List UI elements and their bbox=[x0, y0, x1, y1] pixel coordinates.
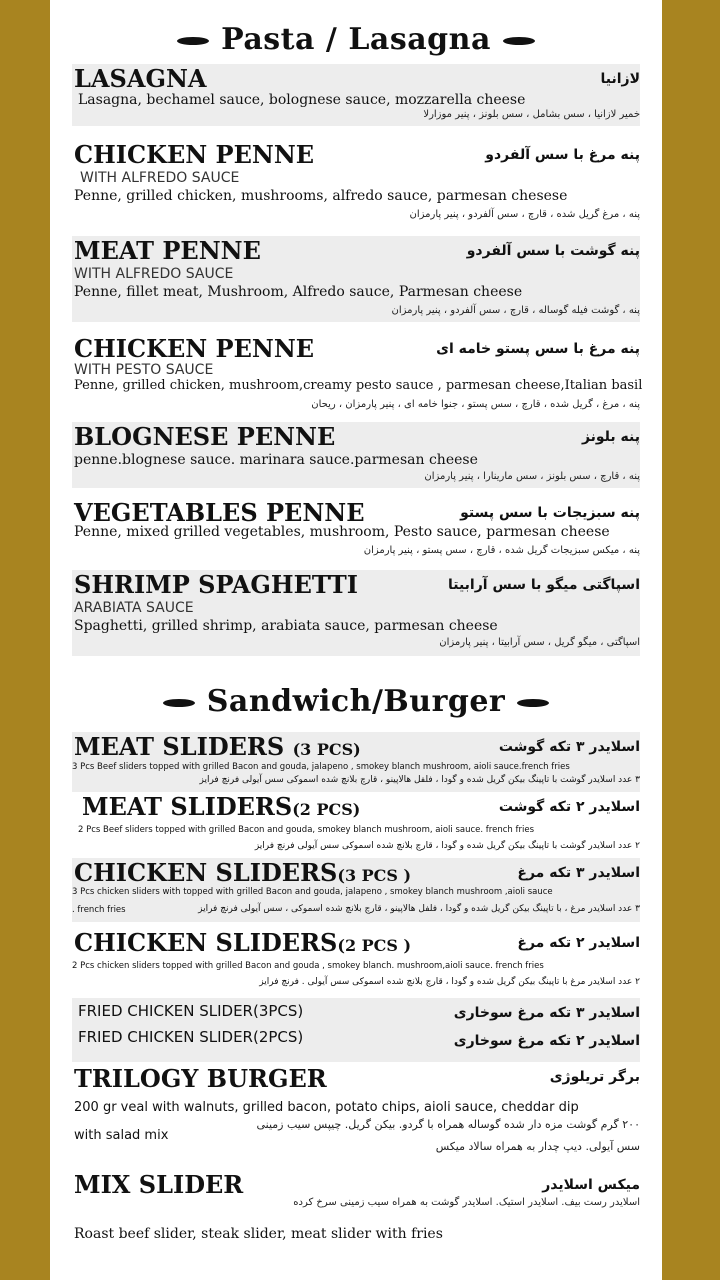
left-arrow-ornament bbox=[177, 37, 209, 45]
item-desc: Penne, grilled chicken, mushroom,creamy pesto sauce , parmesan cheese,Italian basil bbox=[74, 378, 643, 393]
item-desc-fa: پنه ، قارچ ، سس بلونز ، سس مارینارا ، پنیر پارمزان bbox=[424, 471, 640, 482]
pasta-section-title: Pasta / Lasagna bbox=[50, 22, 662, 58]
item-subtitle: WITH ALFREDO SAUCE bbox=[80, 170, 240, 186]
item-desc-fa: خمیر لازانیا ، سس بشامل ، سس بلونز ، پنیر موزارلا bbox=[423, 109, 640, 120]
item-desc: Penne, fillet meat, Mushroom, Alfredo sauce, Parmesan cheese bbox=[74, 284, 523, 300]
menu-page bbox=[50, 0, 662, 1280]
item-desc: 3 Pcs chicken sliders with topped with grilled Bacon and gouda, jalapeno , smokey blanch mushroom ,aioli sauce bbox=[72, 887, 553, 897]
item-name: CHICKEN PENNE bbox=[74, 140, 315, 169]
item-desc: Lasagna, bechamel sauce, bolognese sauce, mozzarella cheese bbox=[78, 92, 526, 108]
item-name: LASAGNA bbox=[74, 64, 207, 93]
item-name: MEAT PENNE bbox=[74, 236, 261, 265]
item-name-fa: پنه مرغ با سس آلفردو bbox=[485, 147, 640, 163]
item-desc: 200 gr veal with walnuts, grilled bacon, potato chips, aioli sauce, cheddar dip bbox=[74, 1100, 579, 1115]
item-subtitle: WITH PESTO SAUCE bbox=[74, 362, 214, 378]
item-subtitle: ARABIATA SAUCE bbox=[74, 600, 194, 616]
item-name: FRIED CHICKEN SLIDER(2PCS) bbox=[78, 1028, 304, 1046]
item-name: CHICKEN PENNE bbox=[74, 334, 315, 363]
sandwich-section-title: Sandwich/Burger bbox=[50, 684, 662, 720]
item-name-fa: اسلایدر ۳ تکه مرغ bbox=[517, 865, 640, 881]
item-name-fa: پنه گوشت با سس آلفردو bbox=[466, 243, 640, 259]
item-desc-cont: . french fries bbox=[72, 905, 126, 915]
item-desc-fa: سس آیولی. دیپ چدار به همراه سالاد میکس bbox=[435, 1140, 640, 1153]
item-name: CHICKEN SLIDERS(3 PCS ) bbox=[74, 858, 412, 887]
item-name-fa: پنه مرغ با سس پستو خامه ای bbox=[436, 341, 640, 357]
item-desc: Spaghetti, grilled shrimp, arabiata sauce, parmesan cheese bbox=[74, 618, 498, 634]
item-desc-fa: پنه ، میکس سبزیجات گریل شده ، قارچ ، سس پستو ، پنیر پارمزان bbox=[363, 545, 640, 556]
item-desc-fa: ۳ عدد اسلایدر گوشت با تاپینگ بیکن گریل شده و گودا ، فلفل هالاپینو ، قارچ بلانچ شده اسموکی سس آیولی فرنچ فرایز bbox=[199, 775, 640, 785]
item-desc-fa: ۳ عدد اسلایدر مرغ ، با تاپینگ بیکن گریل شده و گودا ، فلفل هالاپینو ، قارچ بلانچ شده اسموکی ، سس آیولی فرنچ فرایز bbox=[198, 904, 640, 914]
item-desc-fa: ۲ عدد اسلایدر گوشت با تاپینگ بیکن گریل شده و گودا ، قارچ بلانچ شده اسموکی سس آیولی فرنچ فرایز bbox=[254, 841, 640, 851]
item-name: CHICKEN SLIDERS(2 PCS ) bbox=[74, 928, 412, 957]
right-arrow-ornament bbox=[503, 37, 535, 45]
item-name: SHRIMP SPAGHETTI bbox=[74, 570, 358, 599]
item-desc: penne.blognese sauce. marinara sauce.parmesan cheese bbox=[74, 452, 478, 468]
item-name-fa: پنه سبزیجات با سس پستو bbox=[460, 505, 640, 521]
item-desc-fa: پنه ، مرغ ، گریل شده ، قارچ ، سس پستو ، جنوا خامه ای ، پنیر پارمزان ، ریحان bbox=[311, 399, 640, 410]
item-desc-fa: پنه ، گوشت فیله گوساله ، قارچ ، سس آلفردو ، پنیر پارمزان bbox=[391, 305, 640, 316]
item-name: MEAT SLIDERS(2 PCS) bbox=[82, 792, 361, 821]
item-name-fa: اسلایدر ۲ تکه مرغ سوخاری bbox=[453, 1033, 640, 1049]
item-name: BLOGNESE PENNE bbox=[74, 422, 336, 451]
item-desc-fa: اسلایدر رست بیف. اسلایدر استیک. اسلایدر گوشت به همراه سیب زمینی سرخ کرده bbox=[293, 1197, 640, 1208]
item-name-fa: برگر تریلوژی bbox=[549, 1069, 640, 1085]
item-name-fa: اسلایدر ۳ تکه گوشت bbox=[498, 739, 640, 755]
item-name-fa: اسلایدر ۲ تکه مرغ bbox=[517, 935, 640, 951]
item-name: FRIED CHICKEN SLIDER(3PCS) bbox=[78, 1002, 304, 1020]
item-name-fa: پنه بلونز bbox=[581, 429, 640, 445]
item-name-fa: میکس اسلایدر bbox=[542, 1177, 640, 1193]
item-name: TRILOGY BURGER bbox=[74, 1064, 327, 1093]
item-desc-cont: with salad mix bbox=[74, 1128, 169, 1143]
item-name-fa: اسپاگتی میگو با سس آرابیتا bbox=[447, 577, 640, 593]
item-desc: 2 Pcs Beef sliders topped with grilled Bacon and gouda, smokey blanch mushroom, aioli sauce. french fries bbox=[78, 825, 534, 835]
item-desc-fa: ۲۰۰ گرم گوشت مزه دار شده گوساله همراه با گردو. بیکن گریل. چیپس سیب زمینی bbox=[256, 1118, 640, 1131]
item-desc: Roast beef slider, steak slider, meat slider with fries bbox=[74, 1226, 443, 1242]
left-arrow-ornament bbox=[163, 699, 195, 707]
item-desc-fa: پنه ، مرغ گریل شده ، قارچ ، سس آلفردو ، پنیر پارمزان bbox=[409, 209, 640, 220]
item-name: MEAT SLIDERS (3 PCS) bbox=[74, 732, 361, 761]
right-arrow-ornament bbox=[517, 699, 549, 707]
item-name-fa: اسلایدر ۲ تکه گوشت bbox=[498, 799, 640, 815]
item-desc: Penne, mixed grilled vegetables, mushroom, Pesto sauce, parmesan cheese bbox=[74, 524, 610, 540]
item-name-fa: لازانیا bbox=[600, 71, 640, 87]
item-desc: 2 Pcs chicken sliders topped with grilled Bacon and gouda , smokey blanch. mushroom,aioli sauce. french fries bbox=[72, 961, 544, 971]
item-desc-fa: ۲ عدد اسلایدر مرغ با تاپینگ بیکن گریل شده و گودا ، قارچ بلانچ شده اسموکی سس آیولی . فرنچ فرایز bbox=[259, 977, 640, 987]
item-subtitle: WITH ALFREDO SAUCE bbox=[74, 266, 234, 282]
item-name-fa: اسلایدر ۳ تکه مرغ سوخاری bbox=[453, 1005, 640, 1021]
item-name: VEGETABLES PENNE bbox=[74, 498, 365, 527]
item-name: MIX SLIDER bbox=[74, 1170, 244, 1199]
item-desc: 3 Pcs Beef sliders topped with grilled Bacon and gouda, jalapeno , smokey blanch mushroom, aioli sauce.french fries bbox=[72, 762, 570, 772]
item-desc-fa: اسپاگتی ، میگو گریل ، سس آرابیتا ، پنیر پارمزان bbox=[439, 637, 640, 648]
item-desc: Penne, grilled chicken, mushrooms, alfredo sauce, parmesan chesese bbox=[74, 188, 568, 204]
